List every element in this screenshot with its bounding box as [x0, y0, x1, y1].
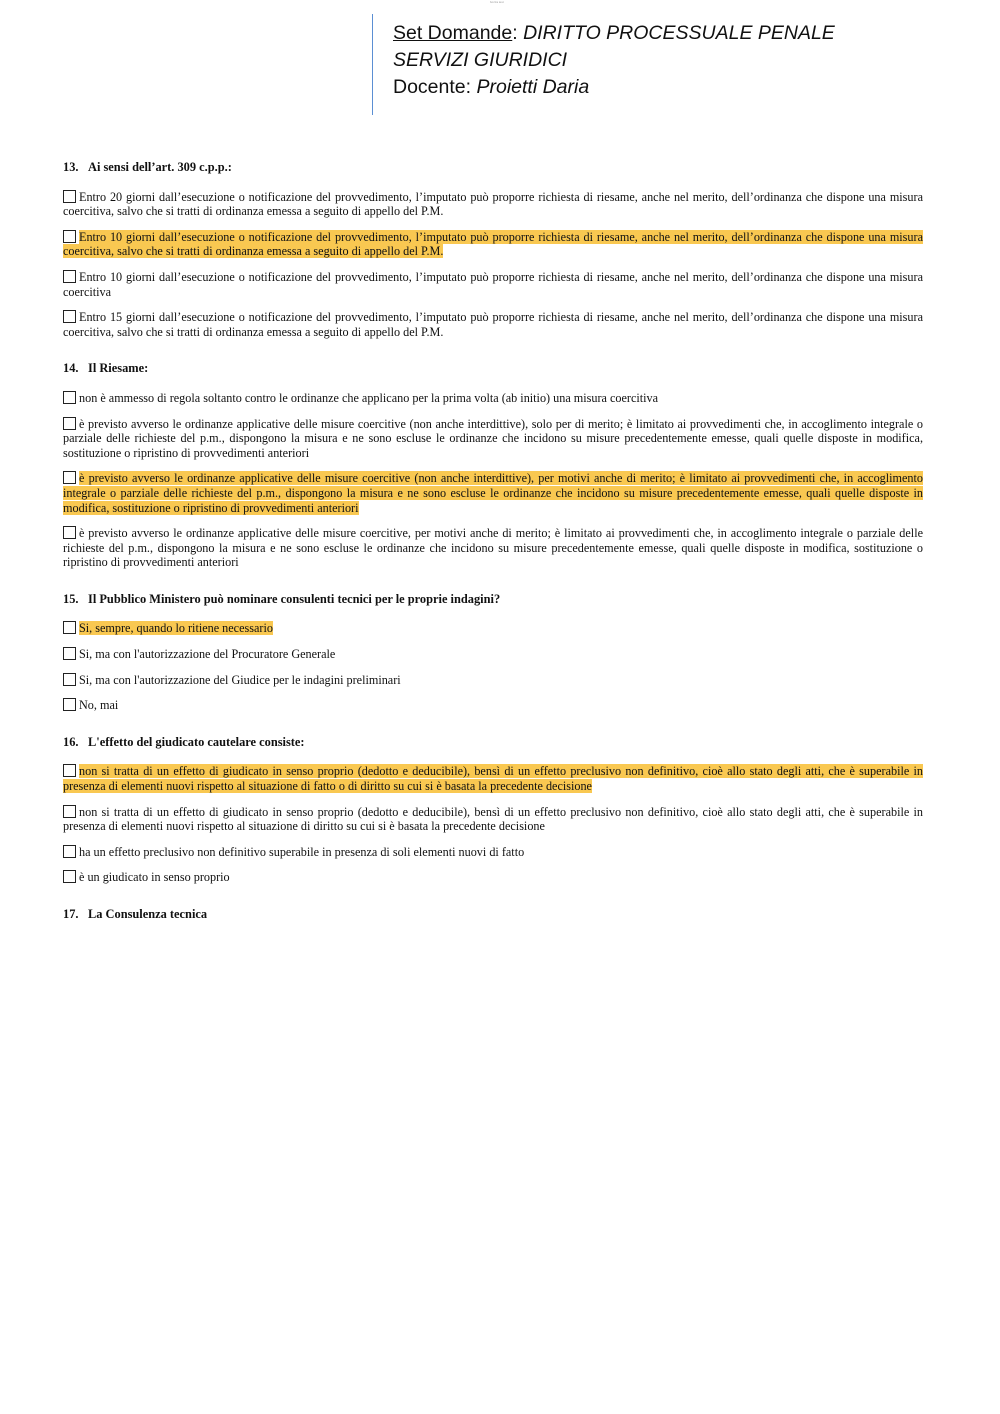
answer-text: ha un effetto preclusivo non definitivo superabile in presenza di soli elementi nuovi di fatto: [79, 844, 525, 859]
question-title: [63, 361, 923, 376]
answer-text-highlighted: Entro 10 giorni dall’esecuzione o notificazione del provvedimento, l’imputato può proporre richiesta di riesame, anche nel merito, dell’ordinanza che dispone una misura coercitiva, salvo che si tratti di ordinanza emessa a seguito di appello del P.M.: [63, 229, 923, 259]
answer-checkbox[interactable]: [63, 270, 76, 283]
answer-text: Si, ma con l'autorizzazione del Giudice per le indagini preliminari: [79, 672, 401, 687]
answer-text-highlighted: non si tratta di un effetto di giudicato in senso proprio (dedotto e deducibile), bensì di un effetto preclusivo non definitivo, cioè allo stato degli atti, che è superabile in presenza di elementi nuovi rispetto al situazione di fatto o di diritto su cui si è basata la precedente decisione: [63, 764, 923, 794]
answer-checkbox[interactable]: [63, 764, 76, 777]
question-title: [63, 735, 923, 750]
teacher-name: Proietti Daria: [476, 76, 590, 98]
answer-option: [63, 870, 923, 885]
teacher-line: [393, 74, 835, 101]
question-title: [63, 907, 923, 922]
teacher-label: Docente:: [393, 76, 477, 98]
answer-option: [63, 270, 923, 299]
question-text: Il Pubblico Ministero può nominare consulenti tecnici per le proprie indagini?: [88, 591, 501, 606]
answer-checkbox[interactable]: [63, 310, 76, 323]
answer-checkbox[interactable]: [63, 417, 76, 430]
answer-checkbox[interactable]: [63, 621, 76, 634]
subject-line-1: DIRITTO PROCESSUALE PENALE: [523, 22, 835, 44]
answer-text: Entro 15 giorni dall’esecuzione o notificazione del provvedimento, l’imputato può proporre richiesta di riesame, anche nel merito, dell’ordinanza che dispone una misura coercitiva, salvo che si tratti di ordinanza emessa a seguito di appello del P.M.: [63, 310, 923, 339]
question-title: [63, 592, 923, 607]
set-label: Set Domande: [393, 22, 513, 44]
answer-checkbox[interactable]: [63, 647, 76, 660]
answer-text: è previsto avverso le ordinanze applicative delle misure coercitive, per motivi anche di merito; è limitato ai provvedimenti che, in accoglimento integrale o parziale delle richieste del p.m., dispongono la misura e ne sono escluse le ordinanze che incidono su misure precedentemente emesse, quali quelle disposte in modifica, sostituzione o ripristino di provvedimenti anteriori: [63, 526, 923, 570]
answer-option: [63, 621, 923, 636]
document-header: [393, 20, 835, 101]
answer-option: [63, 647, 923, 662]
answer-text: è previsto avverso le ordinanze applicative delle misure coercitive (non anche interdittive), solo per di merito; è limitato ai provvedimenti che, in accoglimento integrale o parziale delle richieste del p.m., dispongono la misura e ne sono escluse le ordinanze che incidono su misure precedentemente emesse, quali quelle disposte in modifica, sostituzione o ripristino di provvedimenti anteriori: [63, 416, 923, 460]
answer-text: non è ammesso di regola soltanto contro le ordinanze che applicano per la prima volta (ab initio) una misura coercitiva: [79, 390, 659, 405]
answer-checkbox[interactable]: [63, 391, 76, 404]
question-text: Il Riesame:: [88, 361, 149, 376]
question-number: 14.: [63, 361, 79, 376]
answer-text-highlighted: Si, sempre, quando lo ritiene necessario: [79, 621, 273, 636]
answer-option: [63, 764, 923, 793]
answer-option: [63, 391, 923, 406]
question-text: La Consulenza tecnica: [88, 907, 208, 921]
question-text: L'effetto del giudicato cautelare consiste:: [88, 734, 305, 749]
answer-text: non si tratta di un effetto di giudicato in senso proprio (dedotto e deducibile), bensì di un effetto preclusivo non definitivo, cioè allo stato degli atti, che è superabile in presenza di elementi nuovi rispetto al situazione di diritto su cui si è basata la precedente decisione: [63, 804, 923, 834]
answer-option: [63, 845, 923, 860]
answer-checkbox[interactable]: [63, 698, 76, 711]
answer-checkbox[interactable]: [63, 230, 76, 243]
answer-option: [63, 698, 923, 713]
answer-option: [63, 230, 923, 259]
set-separator: :: [512, 22, 524, 44]
question-number: 13.: [63, 160, 79, 174]
answer-checkbox[interactable]: [63, 870, 76, 883]
question-number: 15.: [63, 591, 79, 606]
question-text: Ai sensi dell’art. 309 c.p.p.:: [88, 160, 232, 174]
question-number: 17.: [63, 907, 79, 921]
answer-checkbox[interactable]: [63, 673, 76, 686]
question-block: [63, 735, 923, 885]
answer-text: Entro 20 giorni dall’esecuzione o notificazione del provvedimento, l’imputato può proporre richiesta di riesame, anche nel merito, dell’ordinanza che dispone una misura coercitiva, salvo che si tratti di ordinanza emessa a seguito di appello del P.M.: [63, 189, 923, 219]
answer-checkbox[interactable]: [63, 805, 76, 818]
question-number: 16.: [63, 734, 79, 749]
answer-option: [63, 310, 923, 339]
answer-option: [63, 805, 923, 834]
answer-text: No, mai: [79, 698, 119, 713]
question-title: [63, 160, 923, 175]
answer-option: [63, 190, 923, 219]
answer-checkbox[interactable]: [63, 845, 76, 858]
top-mark: bozza test: [490, 0, 504, 4]
question-block: [63, 592, 923, 713]
header-divider: [372, 14, 373, 115]
answer-checkbox[interactable]: [63, 526, 76, 539]
subject-line-2: SERVIZI GIURIDICI: [393, 49, 568, 71]
answer-option: [63, 673, 923, 688]
question-block: [63, 361, 923, 570]
answer-text: Si, ma con l'autorizzazione del Procuratore Generale: [79, 647, 336, 662]
answer-option: [63, 526, 923, 570]
answer-checkbox[interactable]: [63, 471, 76, 484]
answer-text: Entro 10 giorni dall’esecuzione o notificazione del provvedimento, l’imputato può proporre richiesta di riesame, anche nel merito, dell’ordinanza che dispone una misura coercitiva: [63, 269, 923, 299]
questions-list: [63, 160, 923, 944]
answer-option: [63, 417, 923, 461]
set-line: [393, 20, 835, 47]
answer-text-highlighted: è previsto avverso le ordinanze applicative delle misure coercitive (non anche interdittive), per motivi anche di merito; è limitato ai provvedimenti che, in accoglimento integrale o parziale delle richieste del p.m., dispongono la misura e ne sono escluse le ordinanze che incidono su misure precedentemente emesse, quali quelle disposte in modifica, sostituzione o ripristino di provvedimenti anteriori: [63, 471, 923, 515]
answer-checkbox[interactable]: [63, 190, 76, 203]
question-block: [63, 907, 923, 922]
answer-option: [63, 471, 923, 515]
answer-text: è un giudicato in senso proprio: [79, 870, 230, 885]
question-block: [63, 160, 923, 339]
